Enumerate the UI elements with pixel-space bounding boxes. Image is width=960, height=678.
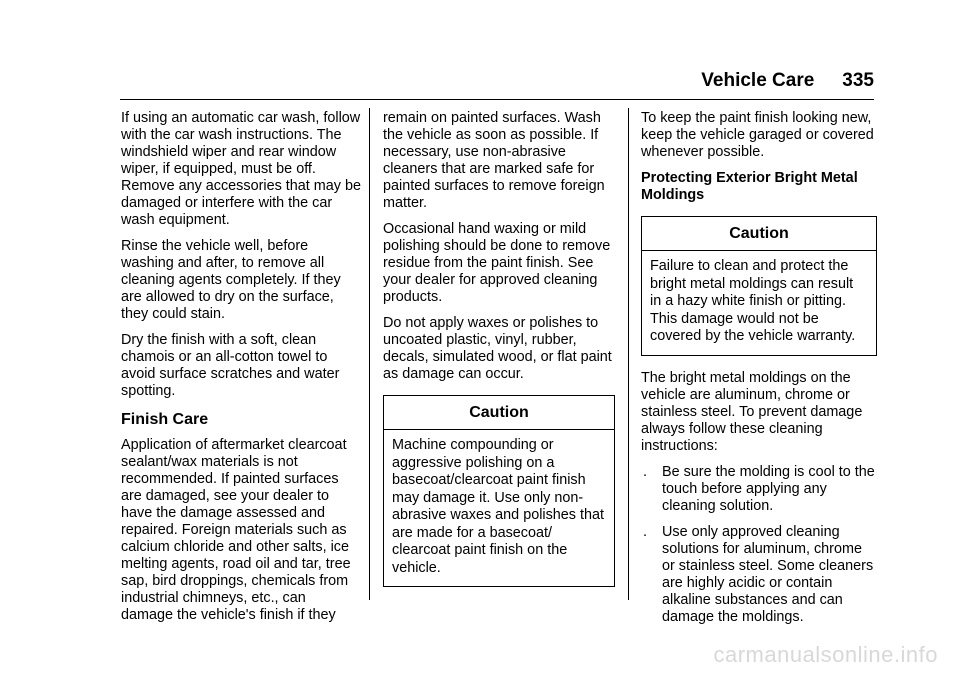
caution-box: [641, 216, 877, 356]
column-1: [121, 110, 361, 633]
bullet-icon: .: [643, 523, 647, 540]
paragraph: Rinse the vehicle well, before washing and after, to remove all cleaning agents completely. If they are allowed to dry on the surface, they could stain.: [121, 238, 341, 322]
paragraph: remain on painted surfaces. Wash the vehicle as soon as possible. If necessary, use non-abrasive cleaners that are marked safe for painted surfaces to remove foreign matter.: [383, 110, 605, 211]
paragraph: Application of aftermarket clearcoat sealant/wax materials is not recommended. If painted surfaces are damaged, see your dealer to have the damage assessed and repaired. Foreign materials such as calcium chloride and other salts, ice melting agents, road oil and tar, tree sap, bird droppings, chemicals from industrial chimneys, etc., can damage the vehicle's finish if they: [121, 437, 351, 623]
column-3: [641, 110, 877, 635]
paragraph: If using an automatic car wash, follow with the car wash instructions. The windshield wiper and rear window wiper, if equipped, must be off. Remove any accessories that may be damaged or interfere with the car wash equipment.: [121, 110, 361, 228]
watermark: carmanualsonline.info: [713, 642, 938, 667]
cleaning-instructions-list: [641, 464, 877, 626]
column-divider: [369, 108, 370, 600]
list-item-text: Use only approved cleaning solutions for aluminum, chrome or stainless steel. Some cleaners are highly acidic or contain alkaline substances and can damage the moldings.: [662, 523, 874, 625]
paragraph: Do not apply waxes or polishes to uncoated plastic, vinyl, rubber, decals, simulated wood, or flat paint as damage can occur.: [383, 315, 612, 382]
bullet-icon: .: [643, 463, 647, 480]
header-rule: [120, 99, 874, 100]
column-divider: [628, 108, 629, 600]
paragraph: Dry the finish with a soft, clean chamois or an all-cotton towel to avoid surface scratches and water spotting.: [121, 332, 340, 399]
caution-text: Machine compounding or aggressive polishing on a basecoat/clearcoat paint finish may damage it. Use only non-abrasive waxes and polishes that are made for a basecoat/ clearcoat paint finish on the vehicle.: [392, 437, 604, 576]
list-item-text: Be sure the molding is cool to the touch before applying any cleaning solution.: [662, 463, 875, 514]
paragraph: To keep the paint finish looking new, keep the vehicle garaged or covered whenever possible.: [641, 110, 874, 160]
caution-box: [383, 395, 615, 587]
caution-text: Failure to clean and protect the bright metal moldings can result in a hazy white finish or pitting. This damage would not be covered by the vehicle warranty.: [650, 258, 856, 344]
caution-title: Caution: [384, 396, 614, 430]
section-heading-finish-care: Finish Care: [121, 411, 209, 428]
paragraph: The bright metal moldings on the vehicle are aluminum, chrome or stainless steel. To prevent damage always follow these cleaning instructions:: [641, 369, 863, 454]
column-2: [383, 110, 615, 601]
paragraph: Occasional hand waxing or mild polishing should be done to remove residue from the paint finish. See your dealer for approved cleaning products.: [383, 221, 611, 305]
page-header: [701, 70, 874, 92]
page-number: 335: [842, 70, 874, 91]
subheading-bright-metal-moldings: Protecting Exterior Bright Metal Moldings: [641, 170, 858, 203]
list-item: [641, 464, 877, 515]
caution-title: Caution: [642, 217, 876, 251]
section-title: Vehicle Care: [701, 70, 815, 91]
list-item: [641, 524, 877, 626]
